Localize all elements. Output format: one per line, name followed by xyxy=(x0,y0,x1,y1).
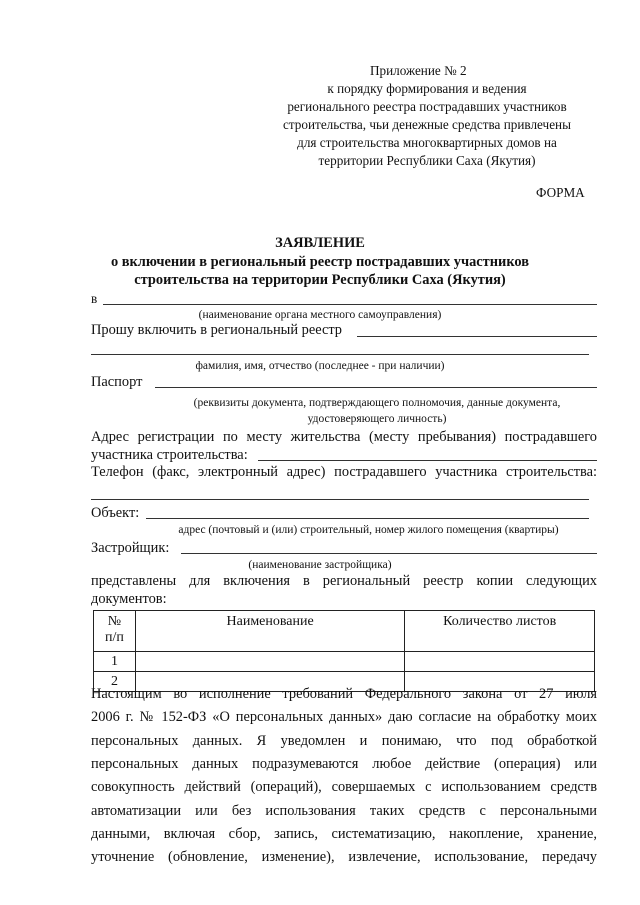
consent-line: уточнение (обновление, изменение), извлечение, использование, передачу xyxy=(91,849,597,865)
developer-hint: (наименование застройщика) xyxy=(248,559,392,571)
header-num xyxy=(94,611,136,652)
authority-field-line[interactable] xyxy=(103,304,597,305)
consent-line: персональных данных подразумеваются любое действие (операция) или xyxy=(91,756,597,772)
request-label: Прошу включить в региональный реестр xyxy=(91,322,342,338)
fio-field-line[interactable] xyxy=(91,354,589,355)
request-field-line[interactable] xyxy=(357,336,597,337)
document-title: ЗАЯВЛЕНИЕ xyxy=(275,235,365,251)
table-row xyxy=(94,652,595,672)
developer-field-line[interactable] xyxy=(181,553,597,554)
row-name-cell[interactable] xyxy=(135,652,404,672)
address-label: Адрес регистрации по месту жительства (месту пребывания) пострадавшего xyxy=(91,429,597,445)
authority-hint: (наименование органа местного самоуправления) xyxy=(198,309,442,321)
appendix-line: регионального реестра пострадавших участников xyxy=(287,99,567,114)
document-subtitle: о включении в региональный реестр пострадавших участников xyxy=(110,254,530,270)
consent-line: 2006 г. № 152-ФЗ «О персональных данных» даю согласие на обработку моих xyxy=(91,709,597,725)
address-label-cont: участника строительства: xyxy=(91,447,248,463)
docs-intro: представлены для включения в региональный реестр копии следующих xyxy=(91,573,597,589)
header-num-line1: № xyxy=(107,614,122,629)
passport-hint: удостоверяющего личность) xyxy=(307,413,447,425)
appendix-line: к порядку формирования и ведения xyxy=(327,81,527,96)
documents-table xyxy=(93,610,595,692)
consent-text: от 27 июля xyxy=(502,686,597,702)
object-hint: адрес (почтовый и (или) строительный, номер жилого помещения (квартиры) xyxy=(178,524,559,536)
developer-label: Застройщик: xyxy=(91,540,170,556)
header-sheets: Количество листов xyxy=(405,611,595,652)
form-label: ФОРМА xyxy=(536,185,585,200)
document-subtitle: строительства на территории Республики Саха (Якутия) xyxy=(134,272,506,288)
consent-line: персональных данных. Я уведомлен и понимаю, что под обработкой xyxy=(91,733,597,749)
federal-law-link[interactable]: Федерального закона xyxy=(364,686,503,702)
appendix-line: территории Республики Саха (Якутия) xyxy=(318,153,536,168)
consent-line: автоматизации или без использования таких средств с персональными xyxy=(91,803,597,819)
header-num-line2: п/п xyxy=(105,630,124,645)
fio-hint: фамилия, имя, отчество (последнее - при наличии) xyxy=(195,360,445,372)
appendix-line: строительства, чьи денежные средства привлечены xyxy=(283,117,571,132)
consent-line: данными, включая сбор, запись, систематизацию, накопление, хранение, xyxy=(91,826,597,842)
passport-field-line[interactable] xyxy=(155,387,597,388)
appendix-number: Приложение № 2 xyxy=(370,63,467,78)
row-sheets-cell[interactable] xyxy=(405,652,595,672)
object-label: Объект: xyxy=(91,505,140,521)
phone-field-line[interactable] xyxy=(91,499,589,500)
appendix-line: для строительства многоквартирных домов на xyxy=(297,135,557,150)
table-header-row xyxy=(94,611,595,652)
consent-line: совокупность действий (операций), совершаемых с использованием средств xyxy=(91,779,597,795)
consent-line xyxy=(91,683,597,706)
passport-hint: (реквизиты документа, подтверждающего полномочия, данные документа, xyxy=(193,397,561,409)
object-field-line[interactable] xyxy=(146,518,589,519)
passport-label: Паспорт xyxy=(91,374,143,390)
row-num: 1 xyxy=(94,652,136,672)
consent-text: Настоящим во исполнение требований xyxy=(91,686,365,702)
header-name: Наименование xyxy=(135,611,404,652)
docs-intro-cont: документов: xyxy=(91,591,167,607)
phone-label: Телефон (факс, электронный адрес) пострадавшего участника строительства: xyxy=(91,464,597,480)
row-num: 2 xyxy=(94,672,136,692)
to-prefix: в xyxy=(91,291,98,306)
